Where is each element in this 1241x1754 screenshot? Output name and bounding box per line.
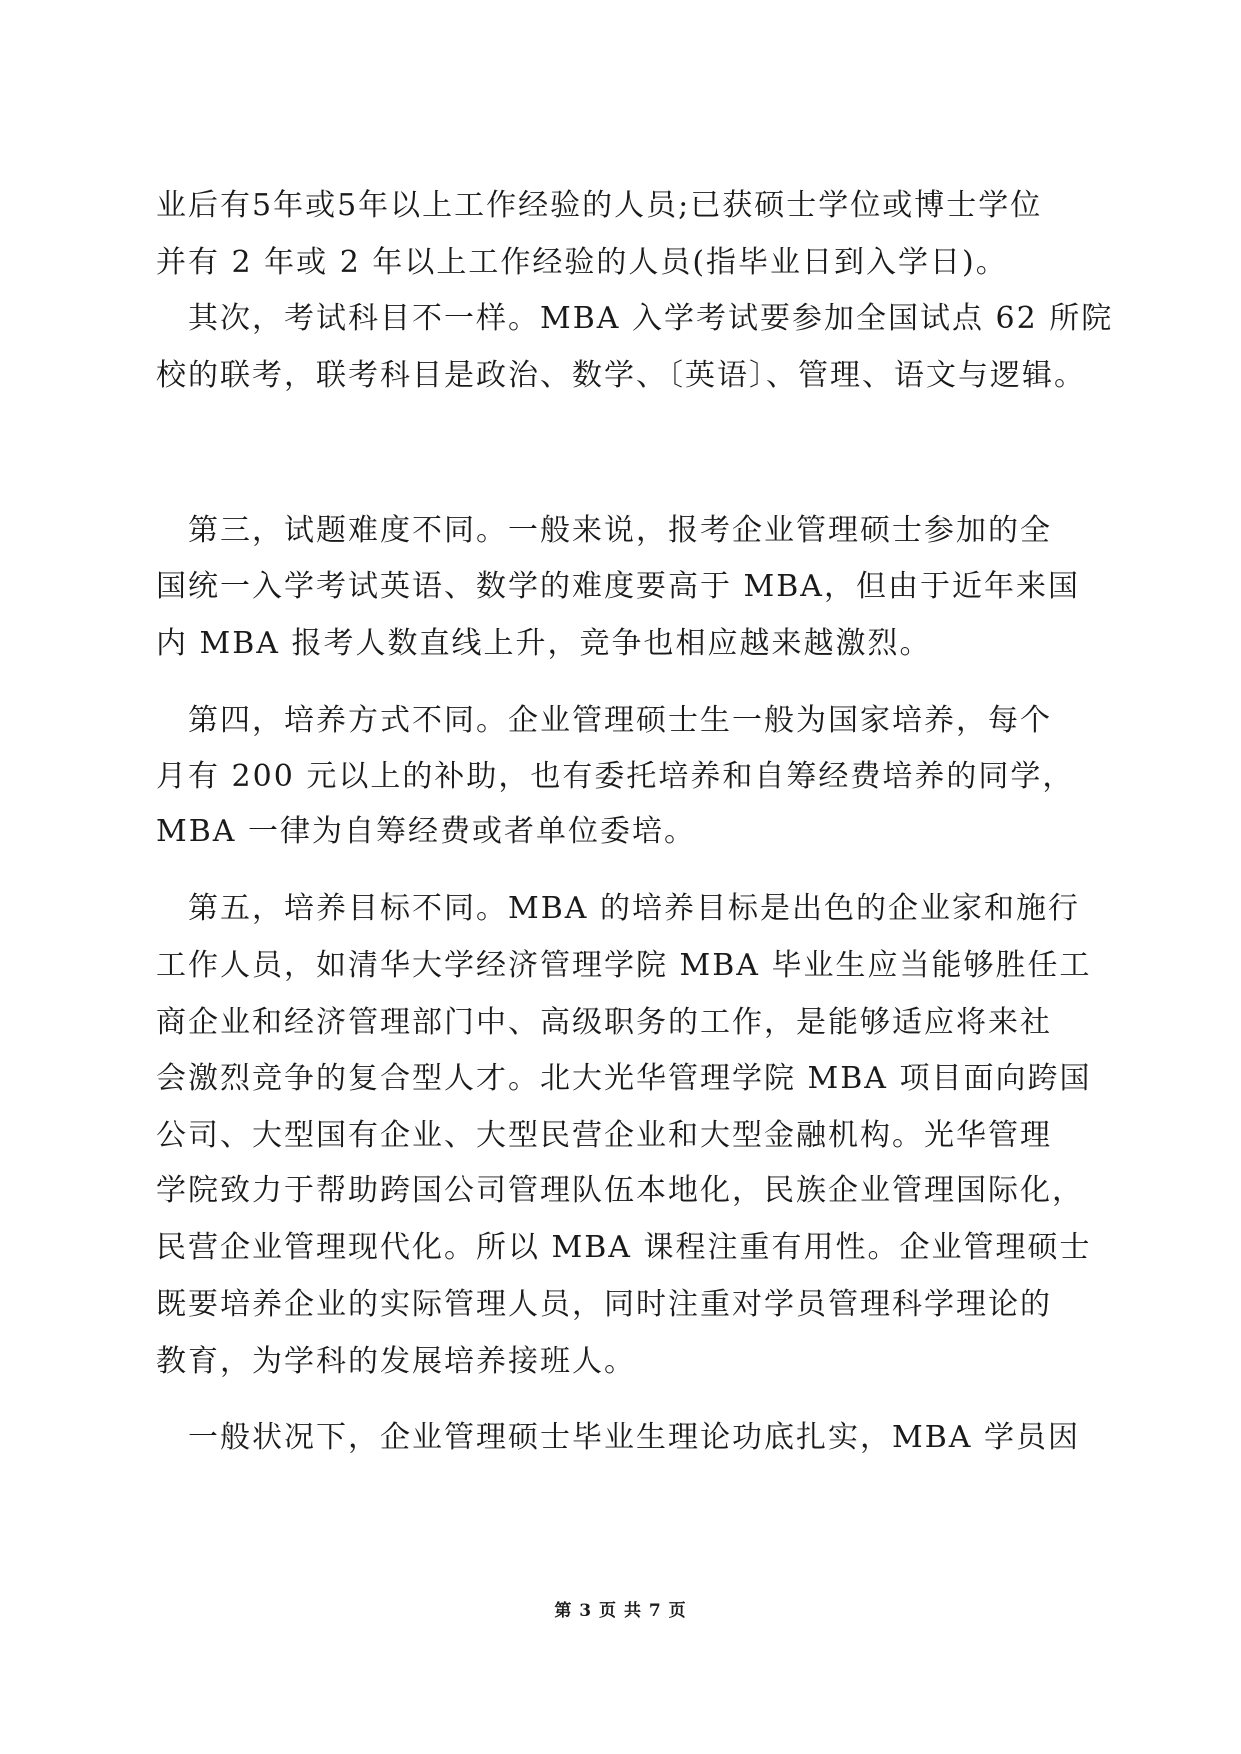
text-line: MBA 一律为自筹经费或者单位委培。	[156, 814, 696, 849]
text-line: 国统一入学考试英语、数学的难度要高于 MBA，但由于近年来国	[156, 569, 1080, 604]
text-line: 第四，培养方式不同。企业管理硕士生一般为国家培养，每个	[156, 703, 1052, 738]
text-line: 商企业和经济管理部门中、高级职务的工作，是能够适应将来社	[156, 1005, 1052, 1040]
text-line: 校的联考，联考科目是政治、数学、〔英语〕、管理、语文与逻辑。	[156, 358, 1086, 393]
text-line: 并有 2 年或 2 年以上工作经验的人员(指毕业日到入学日)。	[156, 245, 1008, 280]
text-line: 一般状况下，企业管理硕士毕业生理论功底扎实，MBA 学员因	[156, 1420, 1080, 1455]
page-number-footer: 第 3 页 共 7 页	[554, 1601, 687, 1621]
text-line: 第三，试题难度不同。一般来说，报考企业管理硕士参加的全	[156, 513, 1052, 548]
text-line: 月有 200 元以上的补助，也有委托培养和自筹经费培养的同学，	[156, 759, 1075, 794]
text-line: 内 MBA 报考人数直线上升，竞争也相应越来越激烈。	[156, 626, 932, 661]
text-line: 教育，为学科的发展培养接班人。	[156, 1344, 636, 1379]
text-line: 工作人员，如清华大学经济管理学院 MBA 毕业生应当能够胜任工	[156, 948, 1092, 983]
text-line: 学院致力于帮助跨国公司管理队伍本地化，民族企业管理国际化，	[156, 1173, 1084, 1208]
text-line: 会激烈竞争的复合型人才。北大光华管理学院 MBA 项目面向跨国	[156, 1061, 1092, 1096]
text-line: 第五，培养目标不同。MBA 的培养目标是出色的企业家和施行	[156, 891, 1080, 926]
text-line: 业后有5年或5年以上工作经验的人员;已获硕士学位或博士学位	[156, 188, 1043, 223]
text-line: 既要培养企业的实际管理人员，同时注重对学员管理科学理论的	[156, 1287, 1052, 1322]
text-line: 公司、大型国有企业、大型民营企业和大型金融机构。光华管理	[156, 1118, 1052, 1153]
text-line: 民营企业管理现代化。所以 MBA 课程注重有用性。企业管理硕士	[156, 1230, 1092, 1265]
text-line: 其次，考试科目不一样。MBA 入学考试要参加全国试点 62 所院	[156, 301, 1114, 336]
